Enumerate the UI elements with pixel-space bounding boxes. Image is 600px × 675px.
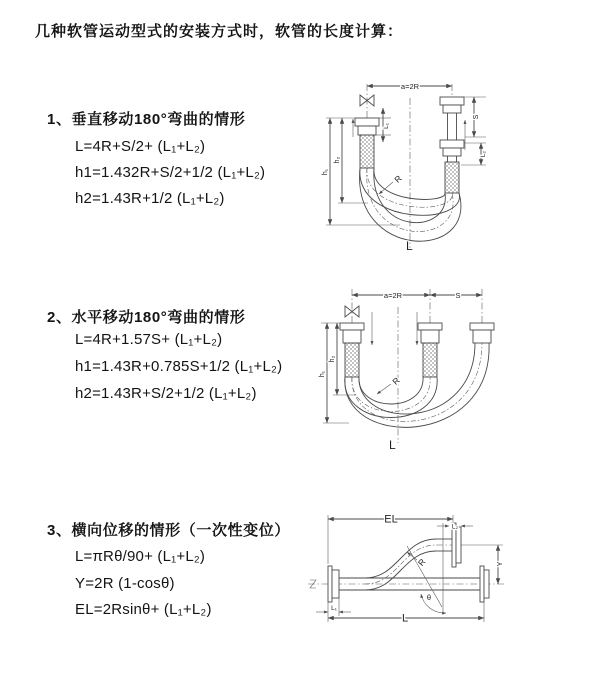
section-2-formula-length: L=4R+1.57S+ (L₁+L₂)	[75, 331, 223, 348]
dim-label-h1: h₁	[322, 168, 329, 176]
right-flange	[480, 566, 489, 602]
braided-hose-end	[345, 343, 359, 377]
radius-callout	[379, 173, 404, 194]
dim-label-radius: R	[390, 375, 402, 387]
section-3-formula-y: Y=2R (1-cosθ)	[75, 575, 175, 592]
dim-label-radius: R	[392, 173, 404, 185]
section-2-formula-h1: h1=1.43R+0.785S+1/2 (L₁+L₂)	[75, 358, 283, 375]
dim-label-span: a=2R	[383, 291, 403, 300]
left-pipe-fitting	[355, 118, 379, 168]
section-1-formula-h2: h2=1.43R+1/2 (L₁+L₂)	[75, 190, 225, 207]
l2-dimension	[437, 524, 473, 531]
braided-hose-end	[445, 162, 459, 193]
stroke-dimension	[430, 291, 482, 300]
movement-arrows	[372, 312, 417, 345]
dim-label-l2: L₂	[480, 150, 487, 158]
dim-label-length: L	[406, 239, 413, 253]
span-dimension	[352, 291, 430, 300]
section-2-formula-h2: h2=1.43R+S/2+1/2 (L₁+L₂)	[75, 385, 257, 402]
radius-callout	[407, 552, 427, 568]
dim-label-stroke: S	[455, 291, 461, 300]
braided-hose-end	[423, 343, 437, 377]
l-dimension	[328, 602, 484, 625]
page-title: 几种软管运动型式的安装方式时，软管的长度计算：	[35, 23, 404, 40]
right-pipe-fitting	[440, 97, 464, 193]
dim-label-length: L	[389, 438, 396, 452]
section-3-heading: 3、横向位移的情形（一次性变位）	[47, 522, 290, 539]
section-1-formula-length: L=4R+S/2+ (L₁+L₂)	[75, 138, 206, 155]
dim-label-l1: L₁	[331, 605, 337, 612]
braided-hose-end	[360, 135, 374, 168]
dim-label-l1: L₁	[383, 123, 390, 129]
l1-dimension	[316, 596, 351, 616]
dim-label-el: EL	[384, 513, 398, 526]
stroke-dimension	[464, 97, 486, 137]
dim-label-y: Y	[495, 561, 504, 567]
section-3-formula-el: EL=2Rsinθ+ (L₁+L₂)	[75, 601, 212, 618]
section-1-formula-h1: h1=1.432R+S/2+1/2 (L₁+L₂)	[75, 164, 266, 181]
left-pipe-fitting	[340, 323, 364, 377]
diagram-horizontal-180-bend	[315, 281, 595, 459]
dim-label-theta: θ	[426, 593, 432, 602]
dim-label-length: L	[401, 612, 409, 625]
dim-label-span: a=2R	[400, 82, 420, 91]
dim-label-h2: h₂	[334, 156, 341, 164]
diagram-lateral-displacement	[303, 506, 515, 656]
dim-label-h1: h₁	[319, 370, 326, 378]
centerlines	[367, 84, 452, 248]
dim-label-radius: R	[415, 556, 428, 568]
centerlines	[308, 523, 506, 612]
right-pipe-fitting	[470, 323, 494, 343]
dim-label-l2: L₂	[451, 523, 459, 531]
angle-callout	[407, 546, 446, 613]
diagram-vertical-180-bend	[313, 76, 593, 256]
hose-curves	[345, 343, 489, 427]
dim-label-stroke: S	[473, 114, 480, 120]
middle-pipe-fitting	[418, 323, 442, 377]
section-3-formula-length: L=πRθ/90+ (L₁+L₂)	[75, 548, 206, 565]
span-dimension	[367, 82, 452, 91]
section-2-heading: 2、水平移动180°弯曲的情形	[47, 309, 246, 326]
hose-s-curve	[365, 539, 452, 590]
section-1-heading: 1、垂直移动180°弯曲的情形	[47, 111, 246, 128]
dim-label-h2: h₂	[329, 355, 336, 363]
